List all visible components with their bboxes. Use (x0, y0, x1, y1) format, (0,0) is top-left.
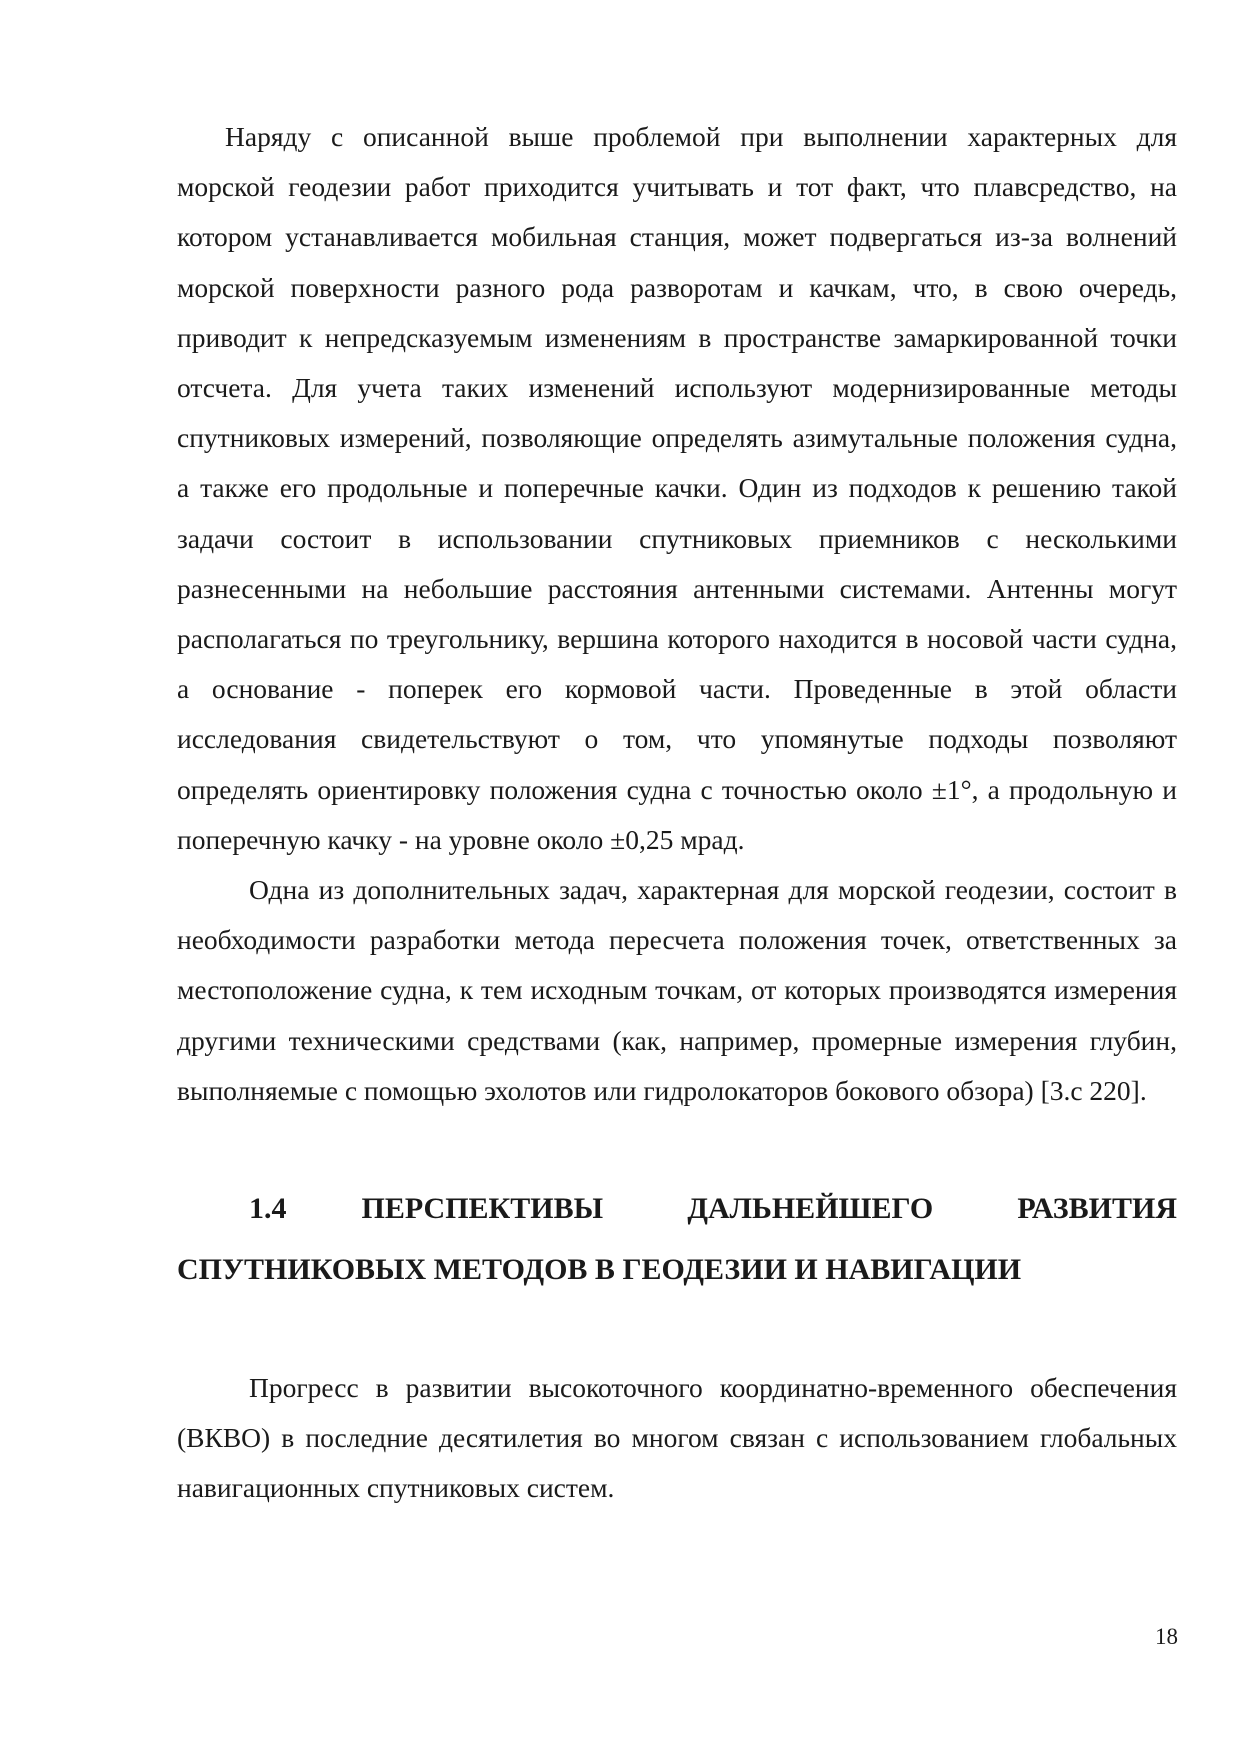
section-number: 1.4 (249, 1192, 287, 1226)
paragraph-coordinate-transfer: Одна из дополнительных задач, характерная для морской геодезии, состоит в необходимости разработки метода пересчета положения точек, ответственных за местоположение судна, к тем исходным точкам, от которых производятся измерения другими техническими средствами (как, например, промерные измерения глубин, выполняемые с помощью эхолотов или гидролокаторов бокового обзора) [3.с 220]. (177, 874, 1177, 1106)
section-heading (177, 1178, 1177, 1300)
page-number: 18 (1155, 1624, 1178, 1649)
section-title: ПЕРСПЕКТИВЫ ДАЛЬНЕЙШЕГО РАЗВИТИЯ СПУТНИКОВЫХ МЕТОДОВ В ГЕОДЕЗИИ И НАВИГАЦИИ (177, 1192, 1177, 1287)
paragraph-gnss-progress: Прогресс в развитии высокоточного координатно-временного обеспечения (ВКВО) в последние десятилетия во многом связан с использованием глобальных навигационных спутниковых систем. (177, 1372, 1177, 1504)
page-body (177, 112, 1177, 1514)
paragraph-ship-orientation: Наряду с описанной выше проблемой при выполнении характерных для морской геодезии работ приходится учитывать и тот факт, что плавсредство, на котором устанавливается мобильная станция, может подвергаться из-за волнений морской поверхности разного рода разворотам и качкам, что, в свою очередь, приводит к непредсказуемым изменениям в пространстве замаркированной точки отсчета. Для учета таких изменений используют модернизированные методы спутниковых измерений, позволяющие определять азимутальные положения судна, а также его продольные и поперечные качки. Один из подходов к решению такой задачи состоит в использовании спутниковых приемников с несколькими разнесенными на небольшие расстояния антенными системами. Антенны могут располагаться по треугольнику, вершина которого находится в носовой части судна, а основание - поперек его кормовой части. Проведенные в этой области исследования свидетельствуют о том, что упомянутые подходы позволяют определять ориентировку положения судна с точностью около ±1°, а продольную и поперечную качку - на уровне около ±0,25 мрад. (177, 121, 1177, 855)
